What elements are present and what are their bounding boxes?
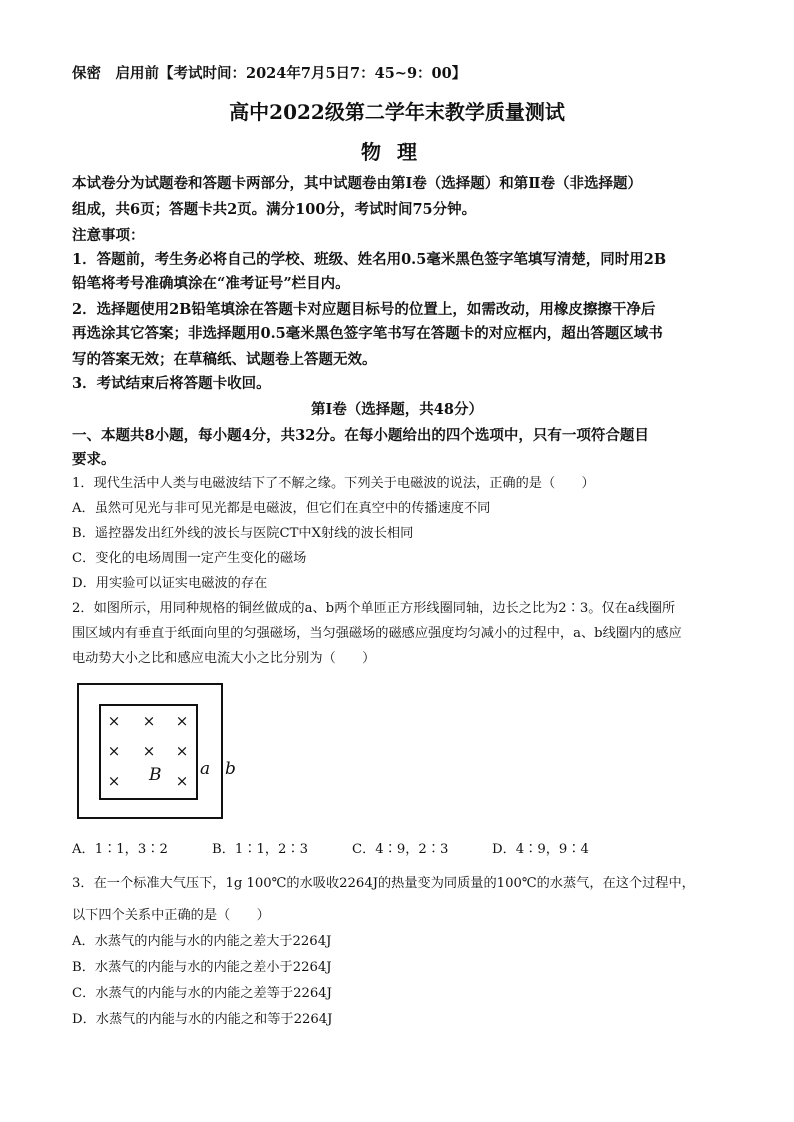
q3-option: C．水蒸气的内能与水的内能之差等于2264J xyxy=(72,986,332,1001)
section-title: 第Ⅰ卷（选择题，共48分） xyxy=(311,401,483,418)
q2-options xyxy=(72,838,589,857)
q2-option: C．4∶9，2∶3 xyxy=(352,842,449,857)
q3-option: A．水蒸气的内能与水的内能之差大于2264J xyxy=(72,934,332,949)
note-line: 写的答案无效；在草稿纸、试题卷上答题无效。 xyxy=(72,351,377,368)
exam-header: 保密 启用前【考试时间：2024年7月5日7：45~9：00】 xyxy=(72,65,467,82)
q1-option: C．变化的电场周围一定产生变化的磁场 xyxy=(72,551,307,566)
field-mark: × xyxy=(142,712,156,730)
q3-stem: 以下四个关系中正确的是（ ） xyxy=(72,908,270,923)
coil-label-a: a xyxy=(200,759,211,779)
q2-stem: 电动势大小之比和感应电流大小之比分别为（ ） xyxy=(72,651,376,666)
note-line: 铅笔将考号准确填涂在“准考证号”栏目内。 xyxy=(72,275,350,292)
q2-option: B．1∶1，2∶3 xyxy=(212,842,309,857)
field-mark: × xyxy=(175,742,189,760)
coil-figure xyxy=(72,680,252,822)
field-mark: × xyxy=(107,742,121,760)
q1-stem: 1．现代生活中人类与电磁波结下了不解之缘。下列关于电磁波的说法，正确的是（ ） xyxy=(72,476,595,491)
field-mark: × xyxy=(142,742,156,760)
notes-heading: 注意事项： xyxy=(72,227,145,244)
q2-stem: 围区域内有垂直于纸面向里的匀强磁场，当匀强磁场的磁感应强度均匀减小的过程中，a、b线圈内的感应 xyxy=(72,626,682,641)
q2-stem: 2．如图所示，用同种规格的铜丝做成的a、b两个单匝正方形线圈同轴，边长之比为2∶3。仅在a线圈所 xyxy=(72,601,676,616)
q1-option: B．遥控器发出红外线的波长与医院CT中X射线的波长相同 xyxy=(72,526,414,541)
note-line: 3．考试结束后将答题卡收回。 xyxy=(72,375,271,392)
field-mark: × xyxy=(107,772,121,790)
intro-line: 本试卷分为试题卷和答题卡两部分，其中试题卷由第Ⅰ卷（选择题）和第Ⅱ卷（非选择题） xyxy=(72,175,642,192)
note-line: 2．选择题使用2B铅笔填涂在答题卡对应题目标号的位置上，如需改动，用橡皮擦擦干净后 xyxy=(72,301,656,318)
field-mark: × xyxy=(175,772,189,790)
note-line: 再选涂其它答案；非选择题用0.5毫米黑色签字笔书写在答题卡的对应框内，超出答题区域书 xyxy=(72,325,663,342)
note-line: 1．答题前，考生务必将自己的学校、班级、姓名用0.5毫米黑色签字笔填写清楚，同时用2B xyxy=(72,251,667,268)
exam-title: 高中2022级第二学年末教学质量测试 xyxy=(229,100,565,124)
q3-option: D．水蒸气的内能与水的内能之和等于2264J xyxy=(72,1012,333,1027)
q3-option: B．水蒸气的内能与水的内能之差小于2264J xyxy=(72,960,332,975)
part-instruction: 一、本题共8小题，每小题4分，共32分。在每小题给出的四个选项中，只有一项符合题目 xyxy=(72,427,649,444)
field-mark: × xyxy=(175,712,189,730)
coil-diagram xyxy=(72,680,252,822)
part-instruction: 要求。 xyxy=(72,451,116,468)
q2-option: D．4∶9，9∶4 xyxy=(492,842,589,857)
field-label: B xyxy=(149,765,162,785)
coil-label-b: b xyxy=(225,759,236,779)
intro-line: 组成，共6页；答题卡共2页。满分100分，考试时间75分钟。 xyxy=(72,201,477,218)
subject-title: 物理 xyxy=(361,140,433,164)
q3-stem: 3．在一个标准大气压下，1g 100℃的水吸收2264J的热量变为同质量的100℃的水蒸气，在这个过程中， xyxy=(72,876,695,891)
q2-option: A．1∶1，3∶2 xyxy=(72,842,168,857)
q1-option: A．虽然可见光与非可见光都是电磁波，但它们在真空中的传播速度不同 xyxy=(72,501,491,516)
field-mark: × xyxy=(107,712,121,730)
q1-option: D．用实验可以证实电磁波的存在 xyxy=(72,576,268,591)
